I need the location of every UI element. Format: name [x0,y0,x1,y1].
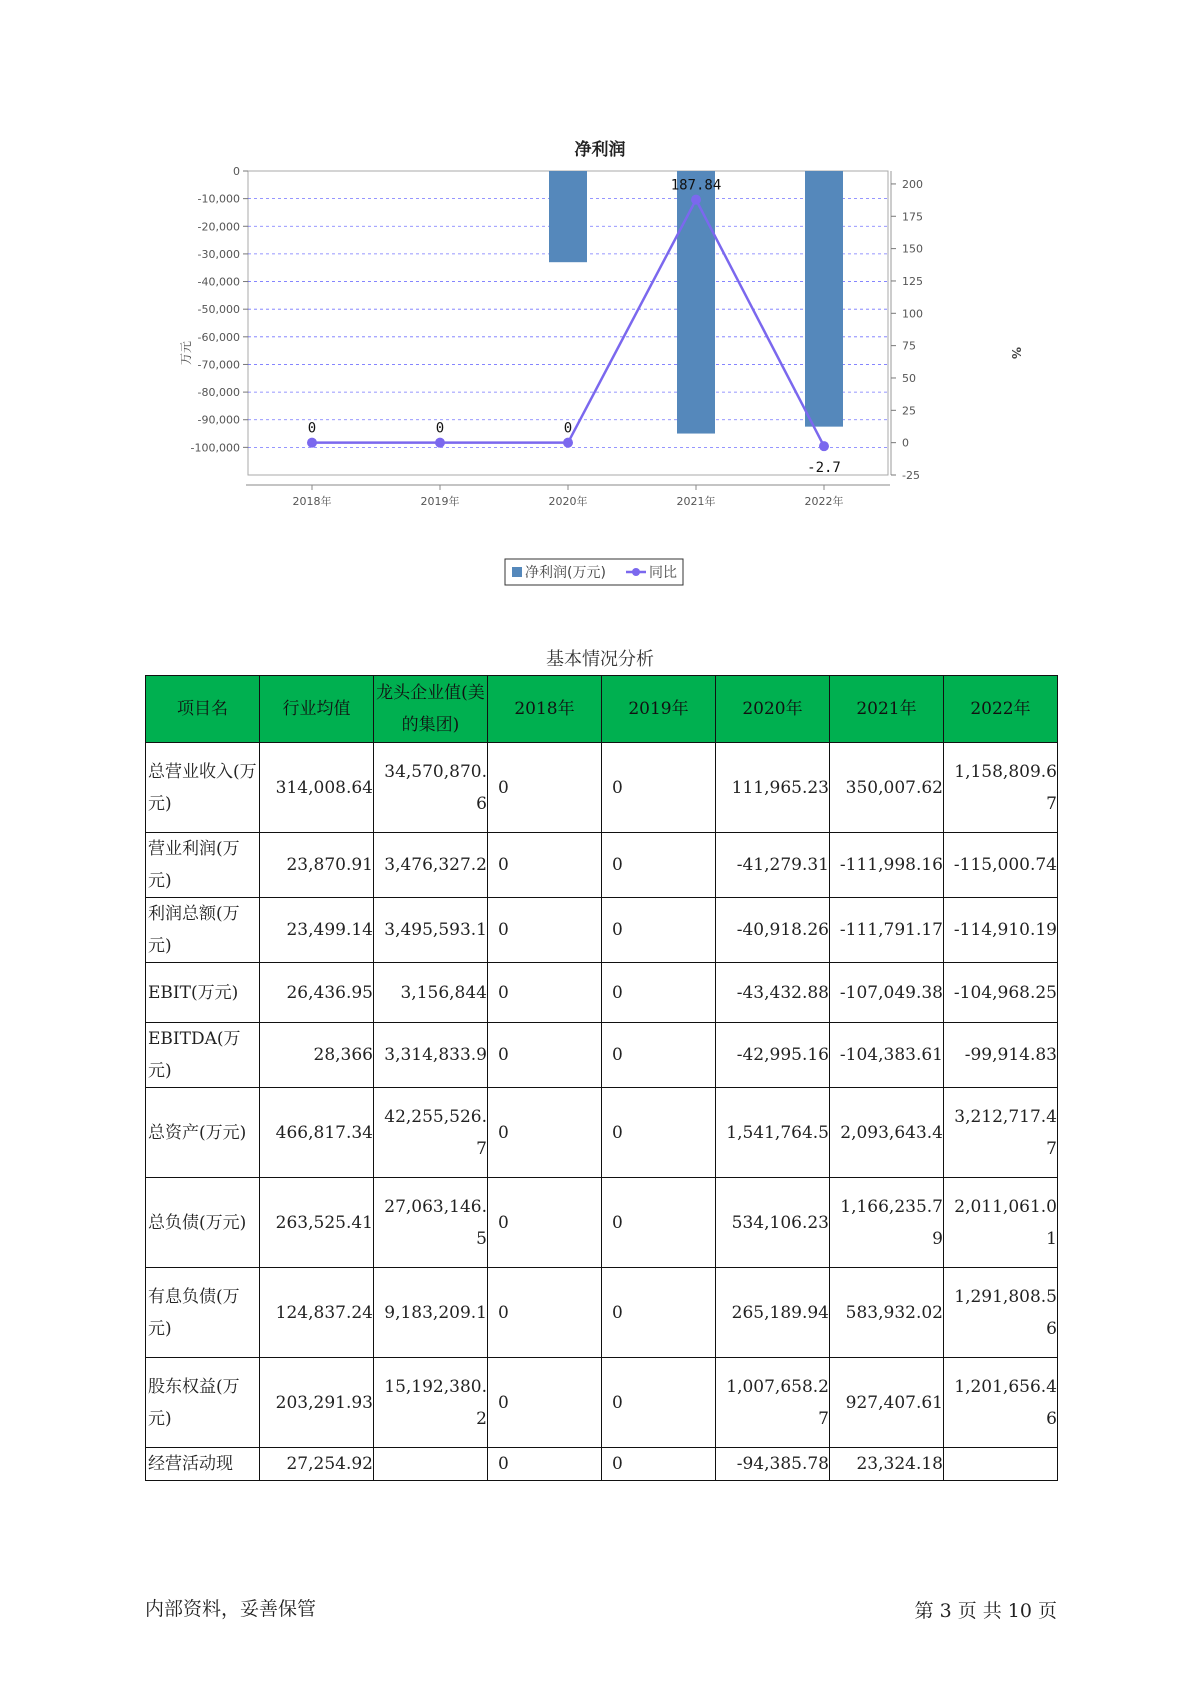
y-tick-label: -20,000 [197,220,240,234]
table-cell: 0 [488,743,602,833]
row-label: 营业利润(万元) [146,833,260,898]
table-cell: 314,008.64 [260,743,374,833]
table-cell: 28,366 [260,1023,374,1088]
y-tick-label: -30,000 [197,247,240,261]
table-cell: 0 [602,1448,716,1481]
table-cell: 111,965.23 [716,743,830,833]
table-cell: -115,000.74 [944,833,1058,898]
x-tick-label: 2022年 [804,495,844,508]
y2-tick-label: 50 [902,371,916,385]
yoy-point [691,195,701,205]
table-row [146,1268,1058,1358]
table-cell: 1,201,656.46 [944,1358,1058,1448]
table-cell: -111,791.17 [830,898,944,963]
table-cell: 23,499.14 [260,898,374,963]
y-axis-label: 万元 [179,340,193,366]
table-cell: 265,189.94 [716,1268,830,1358]
table-row [146,898,1058,963]
table-cell: 583,932.02 [830,1268,944,1358]
header-item-name: 项目名 [146,676,260,743]
table-cell: 3,212,717.47 [944,1088,1058,1178]
table-cell: 2,011,061.01 [944,1178,1058,1268]
row-label: EBIT(万元) [146,963,260,1023]
table-cell: 42,255,526.7 [374,1088,488,1178]
table-header-row [146,676,1058,743]
table-cell: 0 [488,1268,602,1358]
y2-tick-label: 75 [902,339,916,353]
table-cell: 0 [602,1358,716,1448]
table-row [146,1448,1058,1481]
legend-line-marker [632,568,640,576]
table-cell: -94,385.78 [716,1448,830,1481]
y2-tick-label: -25 [902,469,920,482]
table-cell: 0 [602,963,716,1023]
basic-analysis-table [145,675,1058,1481]
y-tick-label: -80,000 [197,386,240,400]
row-label: 经营活动现 [146,1448,260,1481]
table-cell: 34,570,870.6 [374,743,488,833]
table-cell: -43,432.88 [716,963,830,1023]
table-cell: 203,291.93 [260,1358,374,1448]
y-tick-label: 0 [233,165,240,178]
table-cell: 0 [602,898,716,963]
yoy-point [563,438,573,448]
table-cell: -40,918.26 [716,898,830,963]
net-profit-bar [805,171,843,427]
table-cell: 3,156,844 [374,963,488,1023]
row-label: 利润总额(万元) [146,898,260,963]
table-cell: -104,968.25 [944,963,1058,1023]
table-cell: 23,324.18 [830,1448,944,1481]
table-cell: -111,998.16 [830,833,944,898]
table-cell [374,1448,488,1481]
x-tick-label: 2018年 [292,495,332,508]
table-row [146,1178,1058,1268]
table-cell: 0 [602,1088,716,1178]
y2-tick-label: 100 [902,307,923,321]
table-cell: 1,007,658.27 [716,1358,830,1448]
table-cell: 27,254.92 [260,1448,374,1481]
table-cell: 0 [488,963,602,1023]
header-2022: 2022年 [944,676,1058,743]
yoy-data-label: 0 [307,420,317,437]
header-2019: 2019年 [602,676,716,743]
table-row [146,963,1058,1023]
net-profit-bar [677,171,715,434]
y-tick-label: -50,000 [197,303,240,317]
table-cell: 9,183,209.1 [374,1268,488,1358]
net-profit-bar [549,171,587,262]
table-cell: 466,817.34 [260,1088,374,1178]
table-cell: 1,541,764.5 [716,1088,830,1178]
y2-tick-label: 175 [902,210,923,224]
row-label: EBITDA(万元) [146,1023,260,1088]
yoy-point [435,438,445,448]
yoy-data-label: 0 [435,420,445,437]
table-cell: 0 [488,1088,602,1178]
yoy-data-label: -2.7 [807,460,841,477]
row-label: 总资产(万元) [146,1088,260,1178]
table-row [146,743,1058,833]
table-cell: 263,525.41 [260,1178,374,1268]
yoy-point [307,438,317,448]
legend-bar-swatch [512,567,522,577]
y-tick-label: -90,000 [197,413,240,427]
row-label: 总负债(万元) [146,1178,260,1268]
table-cell: 3,495,593.1 [374,898,488,963]
net-profit-chart [179,135,1023,595]
yoy-data-label: 0 [563,420,573,437]
y-tick-label: -40,000 [197,275,240,289]
chart-legend [505,559,683,585]
table-cell: 0 [488,833,602,898]
table-cell: 0 [488,1448,602,1481]
table-cell: -41,279.31 [716,833,830,898]
table-cell: 534,106.23 [716,1178,830,1268]
chart-title: 净利润 [574,140,626,160]
table-cell: 0 [488,1178,602,1268]
header-2021: 2021年 [830,676,944,743]
table-cell: 1,291,808.56 [944,1268,1058,1358]
table-cell: -107,049.38 [830,963,944,1023]
table-cell: 0 [488,898,602,963]
table-cell: 26,436.95 [260,963,374,1023]
table-cell: 3,314,833.9 [374,1023,488,1088]
table-row [146,833,1058,898]
x-tick-label: 2019年 [420,495,460,508]
table-cell: 124,837.24 [260,1268,374,1358]
table-cell: 350,007.62 [830,743,944,833]
x-tick-label: 2021年 [676,495,716,508]
table-cell: 23,870.91 [260,833,374,898]
footer-page-number: 第 3 页 共 10 页 [914,1600,1057,1622]
table-cell: 0 [602,1023,716,1088]
table-cell: 2,093,643.4 [830,1088,944,1178]
table-cell: 0 [602,1178,716,1268]
x-tick-label: 2020年 [548,495,588,508]
table-cell [944,1448,1058,1481]
table-cell: -104,383.61 [830,1023,944,1088]
table-cell: 0 [488,1023,602,1088]
chart-svg [179,135,1023,595]
table-cell: 927,407.61 [830,1358,944,1448]
table-cell: 0 [602,1268,716,1358]
table-row [146,1358,1058,1448]
table-caption: 基本情况分析 [546,649,654,670]
table-cell: 0 [602,743,716,833]
y2-tick-label: 200 [902,177,923,191]
table-cell: 3,476,327.2 [374,833,488,898]
y-tick-label: -60,000 [197,330,240,344]
y-tick-label: -100,000 [190,441,240,455]
table-cell: 0 [488,1358,602,1448]
table-cell: 27,063,146.5 [374,1178,488,1268]
y-tick-label: -70,000 [197,358,240,372]
y2-tick-label: 125 [902,274,923,288]
legend-bar-label: 净利润(万元) [525,565,606,581]
header-industry-avg: 行业均值 [260,676,374,743]
legend-line-label: 同比 [649,565,677,581]
row-label: 股东权益(万元) [146,1358,260,1448]
table-cell: 0 [602,833,716,898]
table-cell: 15,192,380.2 [374,1358,488,1448]
row-label: 总营业收入(万元) [146,743,260,833]
table-row [146,1023,1058,1088]
footer-confidential-note: 内部资料，妥善保管 [145,1598,317,1620]
y2-axis-label: % [1009,346,1023,360]
y-tick-label: -10,000 [197,192,240,206]
table-cell: -42,995.16 [716,1023,830,1088]
table-cell: -114,910.19 [944,898,1058,963]
table-cell: -99,914.83 [944,1023,1058,1088]
header-2020: 2020年 [716,676,830,743]
yoy-point [819,441,829,451]
row-label: 有息负债(万元) [146,1268,260,1358]
table-cell: 1,166,235.79 [830,1178,944,1268]
y2-tick-label: 0 [902,436,909,450]
y2-tick-label: 150 [902,242,923,256]
yoy-data-label: 187.84 [670,177,722,194]
header-2018: 2018年 [488,676,602,743]
header-leader-value: 龙头企业值(美的集团) [374,676,488,743]
table-row [146,1088,1058,1178]
table-cell: 1,158,809.67 [944,743,1058,833]
y2-tick-label: 25 [902,404,916,418]
